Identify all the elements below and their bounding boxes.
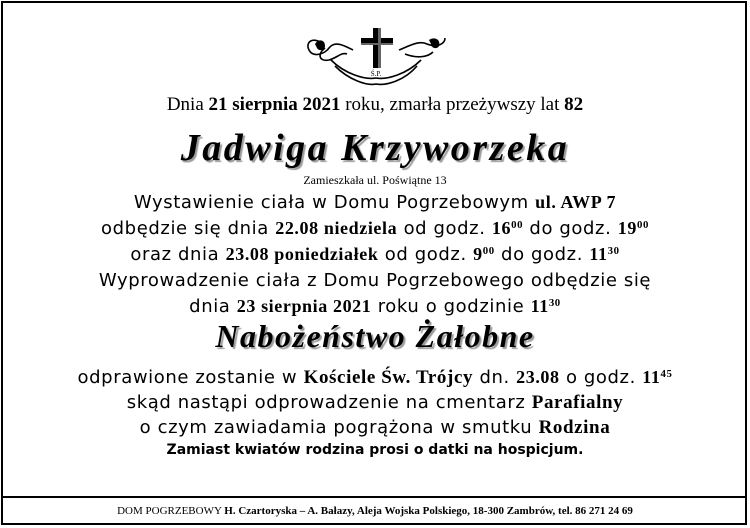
footer-divider (3, 496, 747, 498)
cemetery-name: Parafialny (531, 392, 624, 413)
viewing-day2-prefix: oraz dnia (130, 244, 220, 265)
service-min: 45 (660, 368, 673, 381)
viewing-day2-from-label: od godz. (384, 244, 467, 265)
service-location-prefix: odprawione zostanie w (77, 367, 298, 388)
procession-line: Wyprowadzenie ciała z Domu Pogrzebowego odbędzie się (98, 270, 652, 291)
funeral-home-label: DOM POGRZEBOWY (117, 505, 222, 517)
viewing-address: ul. AWP 7 (535, 192, 617, 212)
viewing-day1-line (0, 218, 750, 239)
donation-request: Zamiast kwiatów rodzina prosi o datki na hospicjum. (166, 442, 584, 458)
family-word: Rodzina (538, 417, 611, 438)
burial-text: skąd nastąpi odprowadzenie na cmentarz (126, 392, 526, 413)
procession-date: 23 sierpnia 2021 (236, 296, 372, 316)
viewing-day2-date: 23.08 poniedziałek (225, 244, 379, 264)
service-date: 23.08 (516, 367, 560, 387)
emblem-text: Ś.P. (370, 70, 382, 78)
procession-min: 30 (548, 297, 561, 310)
service-location-line (0, 367, 750, 389)
viewing-day1-from-min: 00 (511, 219, 524, 232)
viewing-day1-to-label: do godz. (529, 218, 612, 239)
family-text: o czym zawiadamia pogrążona w smutku (139, 417, 533, 438)
viewing-day1-to-min: 00 (636, 219, 649, 232)
viewing-day2-from-hour: 9 (473, 244, 483, 264)
service-date-label: dn. (479, 367, 510, 388)
residence: Zamieszkała ul. Poświątne 13 (303, 173, 447, 187)
funeral-home-contact: H. Czartoryska – A. Bałazy, Aleja Wojska Polskiego, 18-300 Zambrów, tel. 86 271 24 69 (224, 505, 633, 517)
age: 82 (564, 94, 584, 115)
viewing-day2-to-min: 30 (607, 245, 620, 258)
procession-time-line (0, 296, 750, 317)
service-hour: 11 (642, 367, 661, 387)
death-date: 21 sierpnia 2021 (208, 94, 341, 115)
viewing-day1-from-hour: 16 (491, 218, 512, 238)
service-title: Nabożeństwo Żałobne (215, 318, 535, 354)
viewing-day1-from-label: od godz. (403, 218, 486, 239)
viewing-day2-to-label: do godz. (501, 244, 584, 265)
viewing-day2-line (0, 244, 750, 265)
funeral-home-footer (0, 505, 750, 517)
death-info-prefix: Dnia (166, 94, 204, 115)
viewing-day1-to-hour: 19 (617, 218, 637, 238)
cross-ribbon-icon (295, 14, 457, 94)
viewing-day2-from-min: 00 (482, 245, 495, 258)
procession-time-label: roku o godzinie (377, 296, 525, 317)
death-info-line (0, 94, 750, 116)
viewing-day2-to-hour: 11 (589, 244, 608, 264)
viewing-text: Wystawienie ciała w Domu Pogrzebowym (133, 192, 529, 213)
burial-line (0, 392, 750, 414)
viewing-day1-date: 22.08 niedziela (275, 218, 398, 238)
deceased-name: Jadwiga Krzyworzeka (180, 127, 570, 169)
family-line (0, 417, 750, 439)
viewing-location-line (0, 192, 750, 213)
viewing-day1-prefix: odbędzie się dnia (101, 218, 269, 239)
church-name: Kościele Św. Trójcy (303, 367, 474, 388)
procession-time-prefix: dnia (189, 296, 231, 317)
death-info-middle: roku, zmarła przeżywszy lat (345, 94, 560, 115)
procession-hour: 11 (530, 296, 549, 316)
service-time-label: o godz. (565, 367, 636, 388)
